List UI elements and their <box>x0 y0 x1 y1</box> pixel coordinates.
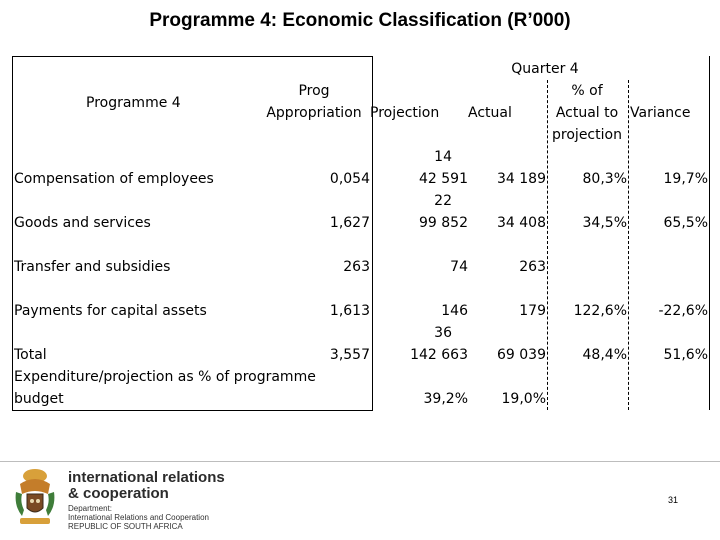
expenditure-label-line2: budget <box>14 391 64 407</box>
row-projection-line2: 142 663 <box>410 347 468 363</box>
header-prog-line1: Prog <box>298 83 330 99</box>
row-pct: 80,3% <box>582 171 627 187</box>
row-projection: 146 <box>441 303 468 319</box>
header-variance: Variance <box>630 105 691 121</box>
row-actual: 263 <box>519 259 546 275</box>
page-title: Programme 4: Economic Classification (R’000) <box>149 10 571 31</box>
dept-name: International Relations and Cooperation <box>68 513 209 522</box>
header-pct-line2: Actual to <box>555 105 619 121</box>
row-projection-line2: 99 852 <box>419 215 468 231</box>
coat-of-arms-logo <box>10 466 60 530</box>
table-bottom-border-left <box>12 410 373 411</box>
row-variance: 19,7% <box>663 171 708 187</box>
row-appropriation: 1,627 <box>329 215 370 231</box>
row-variance: 65,5% <box>663 215 708 231</box>
table-top-border-left <box>12 56 372 57</box>
page-number: 31 <box>668 495 679 505</box>
table-right-border <box>709 56 710 410</box>
dept-country: REPUBLIC OF SOUTH AFRICA <box>68 522 183 531</box>
row-pct: 48,4% <box>582 347 627 363</box>
row-projection-line1: 22 <box>434 193 452 209</box>
header-pct-line3: projection <box>552 127 622 143</box>
row-label: Goods and services <box>14 215 151 231</box>
header-quarter: Quarter 4 <box>511 61 579 77</box>
dept-label: Department: <box>68 504 113 513</box>
row-projection-line2: 42 591 <box>419 171 468 187</box>
footer-divider <box>0 461 720 462</box>
expenditure-label-line1: Expenditure/projection as % of programme <box>14 369 316 385</box>
header-prog-line2: Appropriation <box>266 105 362 121</box>
row-label: Payments for capital assets <box>14 303 207 319</box>
header-programme: Programme 4 <box>86 95 181 111</box>
row-variance: -22,6% <box>658 303 708 319</box>
row-actual: 34 408 <box>497 215 546 231</box>
row-appropriation: 1,613 <box>329 303 370 319</box>
row-appropriation: 263 <box>343 259 370 275</box>
header-actual: Actual <box>468 105 512 121</box>
row-label: Compensation of employees <box>14 171 214 187</box>
row-projection: 74 <box>450 259 468 275</box>
row-appropriation: 0,054 <box>329 171 370 187</box>
row-pct: 34,5% <box>582 215 627 231</box>
row-label: Transfer and subsidies <box>14 259 171 275</box>
row-actual: 179 <box>519 303 546 319</box>
header-projection: Projection <box>370 105 440 121</box>
table-left-border <box>12 56 13 410</box>
expenditure-actual: 19,0% <box>501 391 546 407</box>
row-variance: 51,6% <box>663 347 708 363</box>
row-projection-line1: 36 <box>434 325 452 341</box>
org-name-line2: & cooperation <box>68 485 169 502</box>
row-pct: 122,6% <box>573 303 627 319</box>
row-appropriation: 3,557 <box>329 347 370 363</box>
row-actual: 34 189 <box>497 171 546 187</box>
row-projection-line1: 14 <box>434 149 452 165</box>
row-label: Total <box>14 347 47 363</box>
row-actual: 69 039 <box>497 347 546 363</box>
header-pct-line1: % of <box>571 83 603 99</box>
expenditure-projection: 39,2% <box>423 391 468 407</box>
org-name-line1: international relations <box>68 469 225 486</box>
